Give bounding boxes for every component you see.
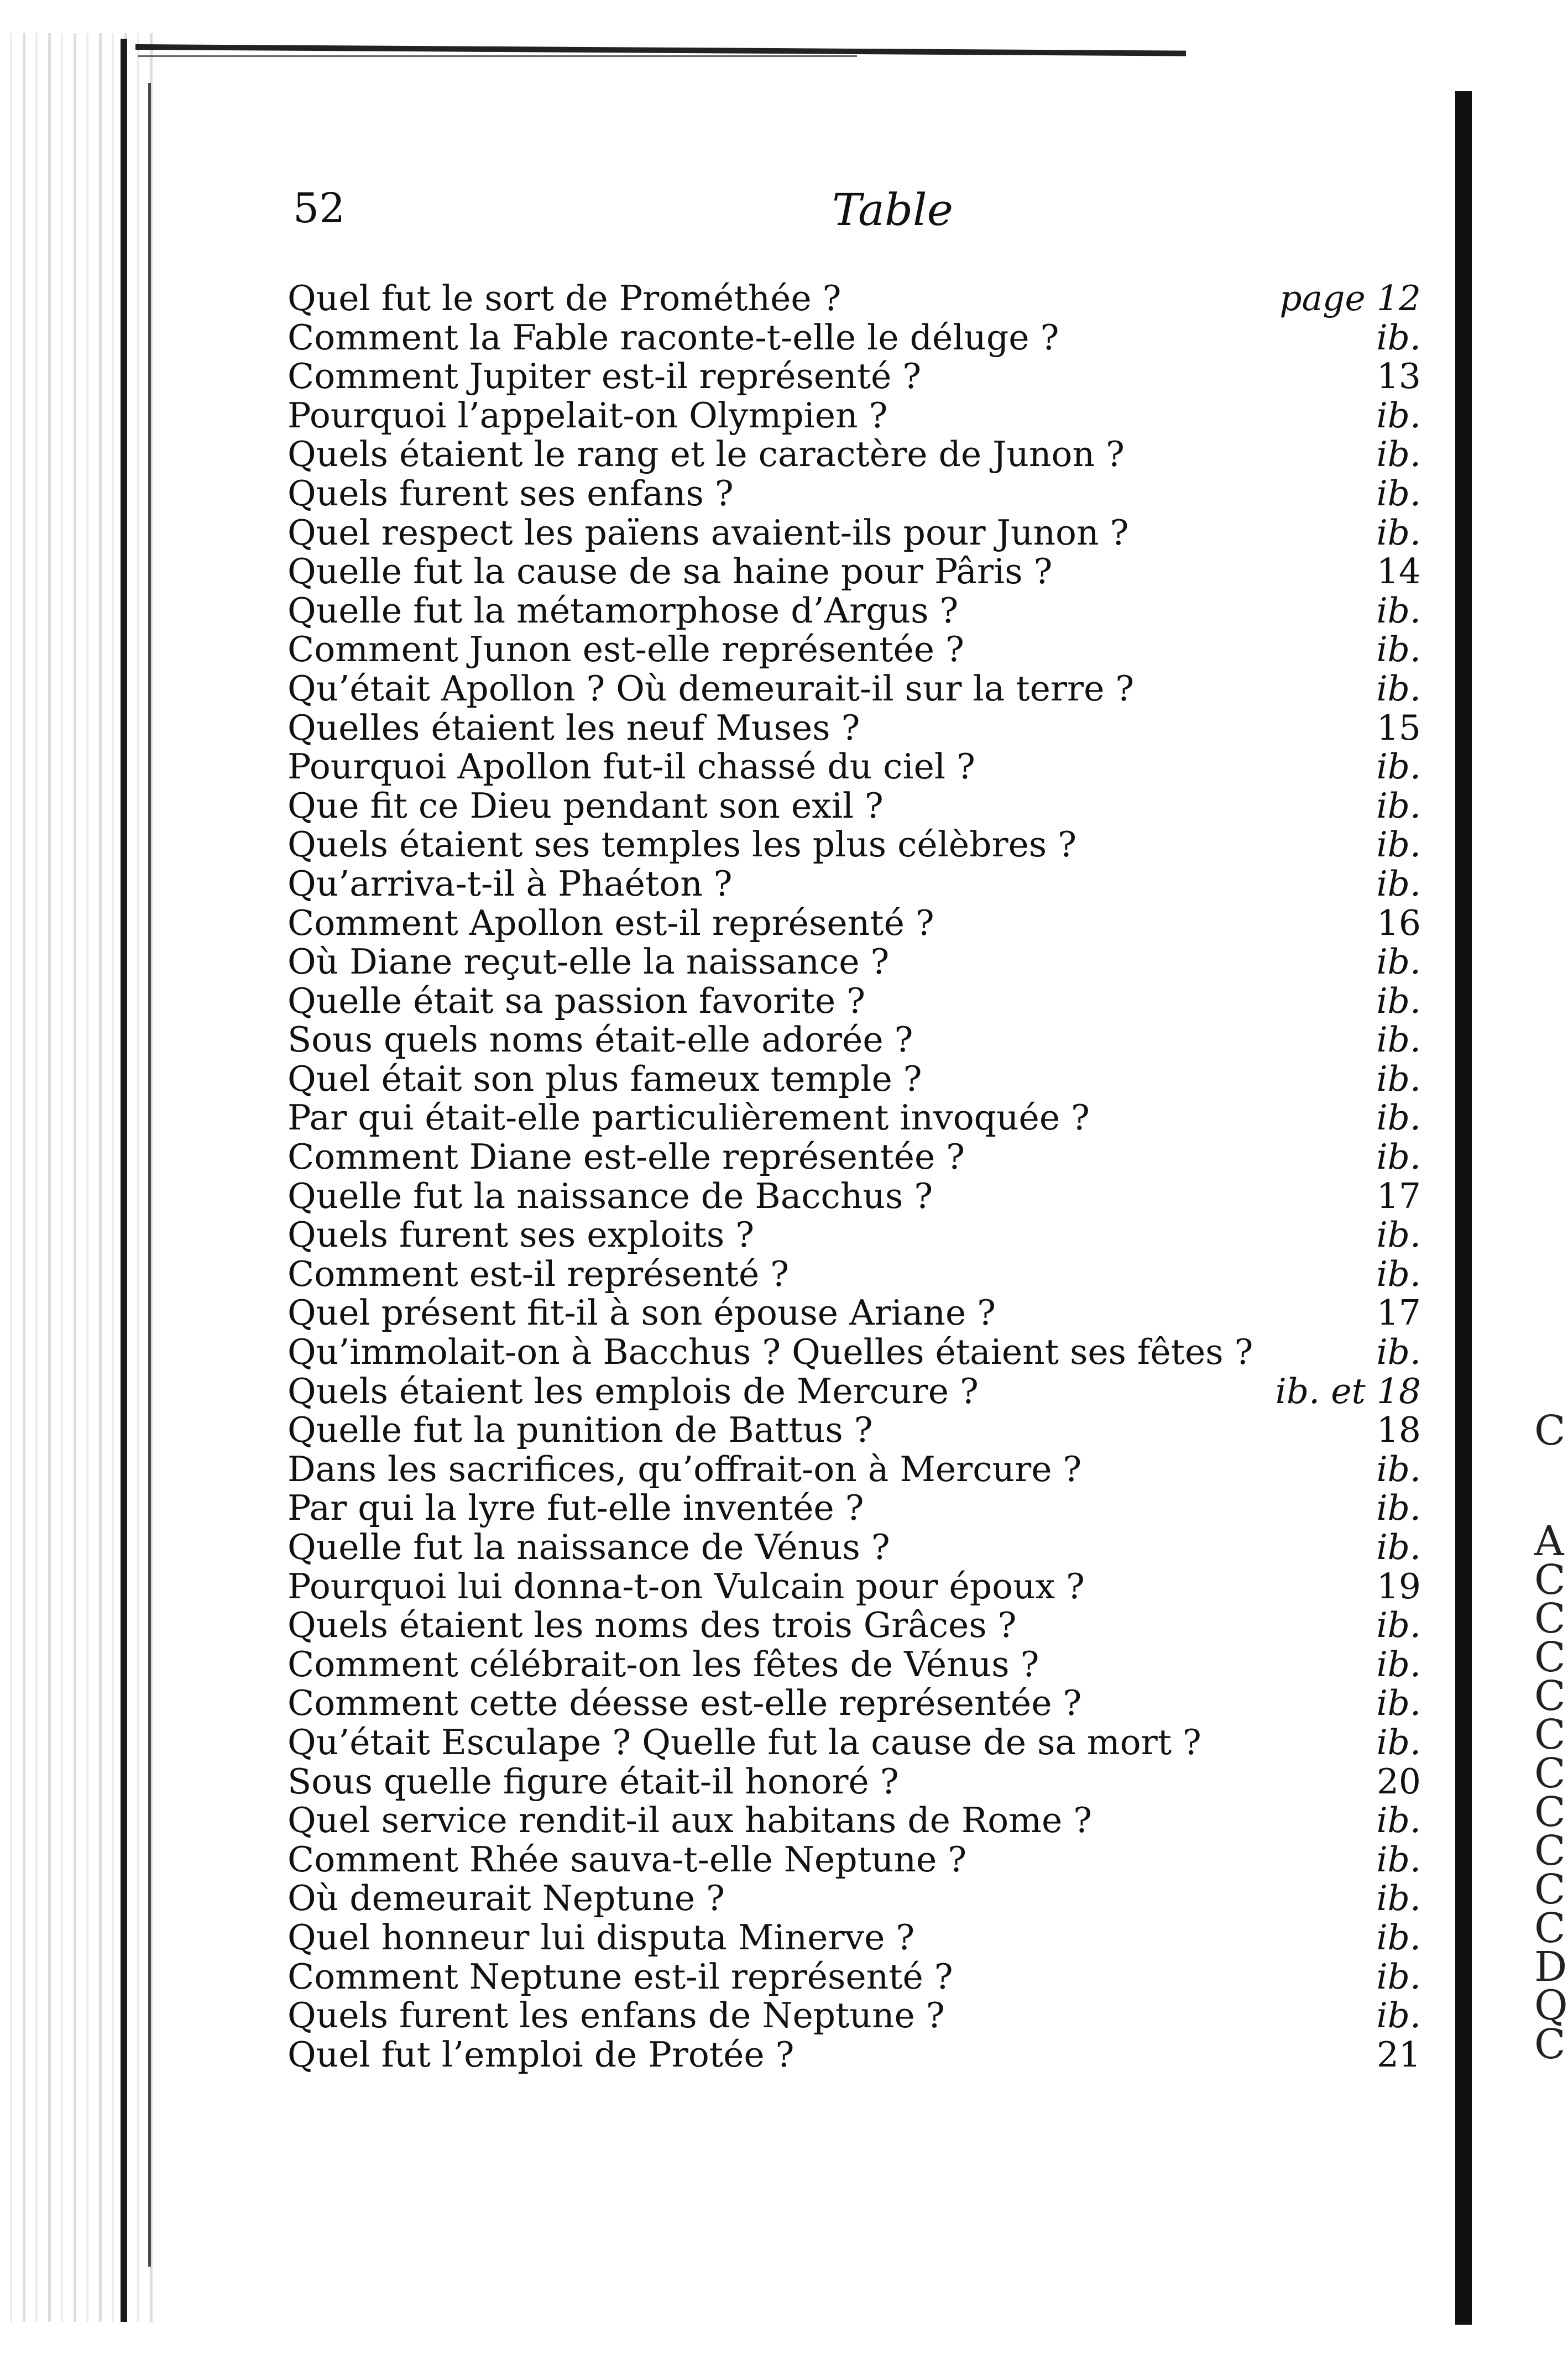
page-reference: ib. et 18 <box>1275 1370 1421 1411</box>
table-row <box>288 630 1438 669</box>
question-text: Quel service rendit-il aux habitans de Rome ? <box>288 1800 1093 1841</box>
question-text: Par qui la lyre fut-elle inventée ? <box>288 1488 864 1529</box>
page-reference: ib. <box>1376 863 1421 904</box>
next-page-fragment-letter: C <box>1534 1634 1566 1681</box>
table-row <box>288 982 1438 1021</box>
question-text: Où Diane reçut-elle la naissance ? <box>288 941 890 982</box>
page-reference: ib. <box>1376 1917 1421 1958</box>
table-row <box>288 1216 1438 1255</box>
page-reference: ib. <box>1376 1878 1421 1919</box>
top-page-edge-line <box>135 44 1186 56</box>
next-page-fragment-letter: C <box>1534 1866 1566 1913</box>
table-row <box>288 435 1438 474</box>
table-row <box>288 1177 1438 1216</box>
question-text: Quelle fut la naissance de Vénus ? <box>288 1527 890 1567</box>
question-text: Quels furent ses enfans ? <box>288 473 734 514</box>
question-text: Comment est-il représenté ? <box>288 1253 790 1294</box>
question-text: Quelle fut la naissance de Bacchus ? <box>288 1175 933 1216</box>
question-text: Quels étaient les noms des trois Grâces ? <box>288 1605 1017 1646</box>
table-row <box>288 552 1438 592</box>
question-text: Quel présent fit-il à son épouse Ariane ? <box>288 1293 996 1333</box>
page-reference: ib. <box>1376 1097 1421 1138</box>
question-text: Qu’était Apollon ? Où demeurait-il sur la terre ? <box>288 668 1135 709</box>
question-text: Comment Apollon est-il représenté ? <box>288 902 934 943</box>
page-reference: ib. <box>1376 941 1421 982</box>
next-page-fragment-letter: C <box>1534 1711 1566 1759</box>
question-text: Qu’immolait-on à Bacchus ? Quelles étaient ses fêtes ? <box>288 1332 1253 1373</box>
question-text: Quel était son plus fameux temple ? <box>288 1058 922 1099</box>
next-page-fragment-letter: C <box>1534 1672 1566 1720</box>
table-row <box>288 1411 1438 1450</box>
question-text: Quels furent ses exploits ? <box>288 1215 755 1255</box>
question-text: Sous quelle figure était-il honoré ? <box>288 1761 899 1802</box>
page-reference: ib. <box>1376 785 1421 826</box>
page-reference: ib. <box>1376 512 1421 553</box>
table-row <box>288 1645 1438 1685</box>
question-text: Que fit ce Dieu pendant son exil ? <box>288 785 884 826</box>
question-text: Comment Neptune est-il représenté ? <box>288 1956 953 1997</box>
question-text: Qu’arriva-t-il à Phaéton ? <box>288 863 733 904</box>
table-row <box>288 357 1438 396</box>
table-row <box>288 904 1438 943</box>
question-text: Quel respect les païens avaient-ils pour Junon ? <box>288 512 1129 553</box>
table-row <box>288 1060 1438 1099</box>
page-reference: ib. <box>1376 668 1421 709</box>
question-text: Pourquoi lui donna-t-on Vulcain pour époux ? <box>288 1566 1085 1607</box>
question-text: Comment Diane est-elle représentée ? <box>288 1137 965 1178</box>
page-reference: ib. <box>1376 1839 1421 1880</box>
table-row <box>288 1684 1438 1723</box>
table-row <box>288 1958 1438 1997</box>
question-text: Quelle fut la punition de Battus ? <box>288 1410 873 1451</box>
page-reference: ib. <box>1376 590 1421 631</box>
right-page-edge-line <box>1455 91 1472 2325</box>
table-row <box>288 1840 1438 1880</box>
page-reference: ib. <box>1376 1605 1421 1646</box>
page-reference: ib. <box>1376 395 1421 436</box>
page-reference: 15 <box>1376 707 1421 748</box>
question-text: Quels étaient les emplois de Mercure ? <box>288 1370 979 1411</box>
page-reference: ib. <box>1376 629 1421 670</box>
question-text: Comment cette déesse est-elle représentée ? <box>288 1683 1082 1724</box>
question-text: Pourquoi Apollon fut-il chassé du ciel ? <box>288 746 975 787</box>
table-row <box>288 1606 1438 1645</box>
question-text: Qu’était Esculape ? Quelle fut la cause de sa mort ? <box>288 1722 1201 1762</box>
page-reference: 13 <box>1376 356 1421 397</box>
question-text: Pourquoi l’appelait-on Olympien ? <box>288 395 888 436</box>
table-row <box>288 474 1438 514</box>
page-reference: ib. <box>1376 1800 1421 1841</box>
page-reference: page 12 <box>1279 278 1421 318</box>
table-row <box>288 825 1438 865</box>
page-reference: ib. <box>1376 317 1421 358</box>
table-row <box>288 1723 1438 1762</box>
table-row <box>288 1801 1438 1840</box>
question-text: Quels étaient ses temples les plus célèbres ? <box>288 824 1077 865</box>
table-row <box>288 318 1438 358</box>
table-row <box>288 1450 1438 1489</box>
next-page-fragment-letter: C <box>1534 1905 1566 1952</box>
table-row <box>288 1138 1438 1177</box>
table-row <box>288 1294 1438 1333</box>
table-of-questions <box>288 279 1438 2074</box>
page-reference: ib. <box>1376 1956 1421 1997</box>
page-number: 52 <box>293 185 346 232</box>
page-reference: ib. <box>1376 1215 1421 1255</box>
binding-edge-line-secondary <box>148 83 151 2267</box>
table-row <box>288 1372 1438 1411</box>
binding-edge-line <box>121 39 127 2322</box>
question-text: Comment Jupiter est-il représenté ? <box>288 356 922 397</box>
question-text: Quelle fut la métamorphose d’Argus ? <box>288 590 959 631</box>
page-reference: 20 <box>1376 1761 1421 1802</box>
table-row <box>288 1528 1438 1567</box>
binding-shadow <box>0 33 160 2322</box>
page-reference: 18 <box>1376 1410 1421 1451</box>
table-row <box>288 1762 1438 1802</box>
next-page-fragment-letter: C <box>1534 1407 1566 1455</box>
question-text: Quel fut le sort de Prométhée ? <box>288 278 842 318</box>
question-text: Quel fut l’emploi de Protée ? <box>288 2034 795 2075</box>
next-page-fragment-letter: D <box>1534 1943 1567 1991</box>
page-reference: ib. <box>1376 1722 1421 1762</box>
table-row <box>288 514 1438 553</box>
next-page-fragment-letter: Q <box>1534 1982 1568 2029</box>
page-reference: ib. <box>1376 434 1421 475</box>
table-row <box>288 2036 1438 2075</box>
table-row <box>288 709 1438 748</box>
table-row <box>288 787 1438 826</box>
question-text: Sous quels noms était-elle adorée ? <box>288 1019 913 1060</box>
next-page-fragment-letter: C <box>1534 1788 1566 1836</box>
page-reference: ib. <box>1376 1253 1421 1294</box>
page-reference: ib. <box>1376 1683 1421 1724</box>
table-row <box>288 865 1438 904</box>
page-reference: 17 <box>1376 1175 1421 1216</box>
page-reference: ib. <box>1376 746 1421 787</box>
page-reference: 21 <box>1376 2034 1421 2075</box>
next-page-fragment-letter: C <box>1534 1595 1566 1642</box>
page-reference: ib. <box>1376 1995 1421 2036</box>
question-text: Où demeurait Neptune ? <box>288 1878 725 1919</box>
table-row <box>288 279 1438 318</box>
table-row <box>288 1255 1438 1294</box>
page-reference: ib. <box>1376 473 1421 514</box>
page-reference: ib. <box>1376 1332 1421 1373</box>
table-row <box>288 1021 1438 1060</box>
page-reference: 17 <box>1376 1293 1421 1333</box>
page-reference: ib. <box>1376 1488 1421 1529</box>
page-reference: ib. <box>1376 1527 1421 1567</box>
page-reference: ib. <box>1376 1019 1421 1060</box>
next-page-fragment-letter: C <box>1534 1827 1566 1875</box>
running-title: Table <box>832 184 953 236</box>
question-text: Quelles étaient les neuf Muses ? <box>288 707 860 748</box>
question-text: Quelle fut la cause de sa haine pour Pâris ? <box>288 551 1053 592</box>
page-reference: ib. <box>1376 824 1421 865</box>
page-reference: 14 <box>1376 551 1421 592</box>
next-page-fragment-letter: A <box>1534 1518 1564 1565</box>
table-row <box>288 592 1438 631</box>
next-page-fragment-letter: C <box>1534 1556 1566 1604</box>
question-text: Comment Junon est-elle représentée ? <box>288 629 964 670</box>
question-text: Par qui était-elle particulièrement invoquée ? <box>288 1097 1090 1138</box>
table-row <box>288 943 1438 982</box>
next-page-fragment-letter: C <box>1534 1750 1566 1797</box>
page-reference: ib. <box>1376 980 1421 1021</box>
table-row <box>288 1489 1438 1528</box>
question-text: Quel honneur lui disputa Minerve ? <box>288 1917 915 1958</box>
table-row <box>288 1918 1438 1958</box>
page-reference: ib. <box>1376 1644 1421 1685</box>
table-row <box>288 1879 1438 1918</box>
question-text: Comment célébrait-on les fêtes de Vénus ? <box>288 1644 1039 1685</box>
page-reference: ib. <box>1376 1137 1421 1178</box>
page-reference: 19 <box>1376 1566 1421 1607</box>
table-row <box>288 1098 1438 1138</box>
page-reference: ib. <box>1376 1448 1421 1489</box>
question-text: Quels étaient le rang et le caractère de Junon ? <box>288 434 1125 475</box>
table-row <box>288 1996 1438 2036</box>
question-text: Dans les sacrifices, qu’offrait-on à Mercure ? <box>288 1448 1082 1489</box>
next-page-fragment-letter: C <box>1534 2021 1566 2068</box>
table-row <box>288 669 1438 709</box>
page-reference: 16 <box>1376 902 1421 943</box>
question-text: Quels furent les enfans de Neptune ? <box>288 1995 945 2036</box>
table-row <box>288 1333 1438 1372</box>
question-text: Comment la Fable raconte-t-elle le déluge ? <box>288 317 1059 358</box>
question-text: Comment Rhée sauva-t-elle Neptune ? <box>288 1839 967 1880</box>
question-text: Quelle était sa passion favorite ? <box>288 980 865 1021</box>
table-row <box>288 747 1438 787</box>
table-row <box>288 1567 1438 1607</box>
page-reference: ib. <box>1376 1058 1421 1099</box>
table-row <box>288 396 1438 436</box>
top-page-edge-line-secondary <box>138 55 857 57</box>
